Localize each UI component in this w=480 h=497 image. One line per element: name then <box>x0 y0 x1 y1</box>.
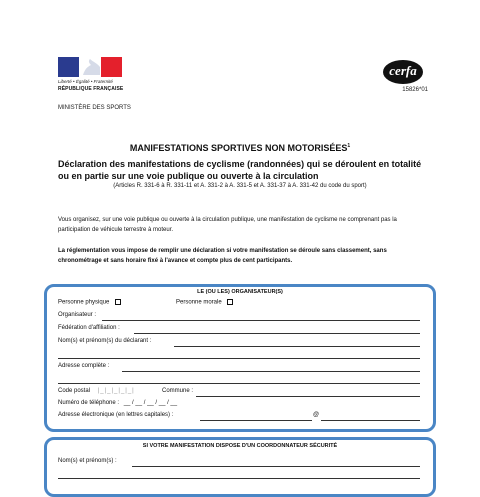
republic-motto: Liberté • Égalité • Fraternité <box>58 79 113 84</box>
declarant-name-label: Nom(s) et prénom(s) du déclarant : <box>58 338 152 344</box>
document-subtitle: Déclaration des manifestations de cyclisme (randonnées) qui se déroulent en totalité ou en partie sur une voie publique ou ouverte à la circulation <box>58 159 422 181</box>
commune-field[interactable] <box>196 396 420 397</box>
postal-code-field[interactable]: |_|_|_|_|_| <box>97 388 135 394</box>
personne-morale-checkbox[interactable] <box>227 299 233 305</box>
republique-francaise-label: RÉPUBLIQUE FRANÇAISE <box>58 86 124 92</box>
document-title: MANIFESTATIONS SPORTIVES NON MOTORISÉES$^1$ <box>129 143 351 153</box>
federation-field[interactable] <box>134 333 420 334</box>
flag-red-band <box>101 57 122 77</box>
email-at-sign: @ <box>313 412 320 418</box>
coordinator-name-field-2[interactable] <box>58 478 420 479</box>
federation-label: Fédération d'affiliation : <box>58 325 120 331</box>
person-type-row <box>58 299 121 306</box>
declarant-name-field[interactable] <box>174 346 420 347</box>
intro-paragraph: Vous organisez, sur une voie publique ou ouverte à la circulation publique, une manifestation de cyclisme ne comprenant pas la participation de véhicule terrestre à moteur. <box>58 217 397 233</box>
declarant-name-field-2[interactable] <box>58 358 420 359</box>
personne-physique-checkbox[interactable] <box>115 299 121 305</box>
person-morale-row <box>176 299 233 306</box>
email-domain-field[interactable] <box>321 420 420 421</box>
cerfa-number: 15826*01 <box>402 87 428 93</box>
email-user-field[interactable] <box>200 420 312 421</box>
personne-physique-label: Personne physique <box>58 299 110 306</box>
coordinator-name-label: Nom(s) et prénom(s) : <box>58 458 117 464</box>
organizer-section-title: LE (OU LES) ORGANISATEUR(S) <box>197 289 283 295</box>
postal-code-row <box>58 388 135 394</box>
coordinator-name-field[interactable] <box>132 466 420 467</box>
address-field[interactable] <box>122 371 420 372</box>
security-coordinator-title: SI VOTRE MANIFESTATION DISPOSE D'UN COORDONNATEUR SÉCURITÉ <box>142 443 338 449</box>
telephone-field[interactable]: __ / __ / __ / __ / __ <box>123 400 178 406</box>
telephone-label: Numéro de téléphone : <box>58 400 120 406</box>
personne-morale-label: Personne morale <box>176 299 222 306</box>
organisateur-field[interactable] <box>102 320 420 321</box>
legal-references: (Articles R. 331-6 à R. 331-11 et A. 331-2 à A. 331-5 et A. 331-37 à A. 331-42 du code du sport) <box>113 183 367 189</box>
address-label: Adresse complète : <box>58 363 110 369</box>
address-field-2[interactable] <box>58 383 420 384</box>
postal-code-label: Code postal <box>58 388 91 394</box>
commune-label: Commune : <box>162 388 194 394</box>
security-coordinator-section <box>44 437 436 497</box>
email-label: Adresse électronique (en lettres capitales) : <box>58 412 174 418</box>
ministry-label: MINISTÈRE DES SPORTS <box>58 105 131 111</box>
regulation-paragraph: La réglementation vous impose de remplir une déclaration si votre manifestation se déroule sans classement, sans chronométrage et sans horaire fixé à l'avance et compte plus de cent participants. <box>58 248 387 264</box>
cerfa-logo-text: cerfa <box>389 63 417 78</box>
telephone-row <box>58 400 177 406</box>
organisateur-label: Organisateur : <box>58 312 97 318</box>
flag-blue-band <box>58 57 79 77</box>
marianne-profile-icon <box>79 57 101 77</box>
